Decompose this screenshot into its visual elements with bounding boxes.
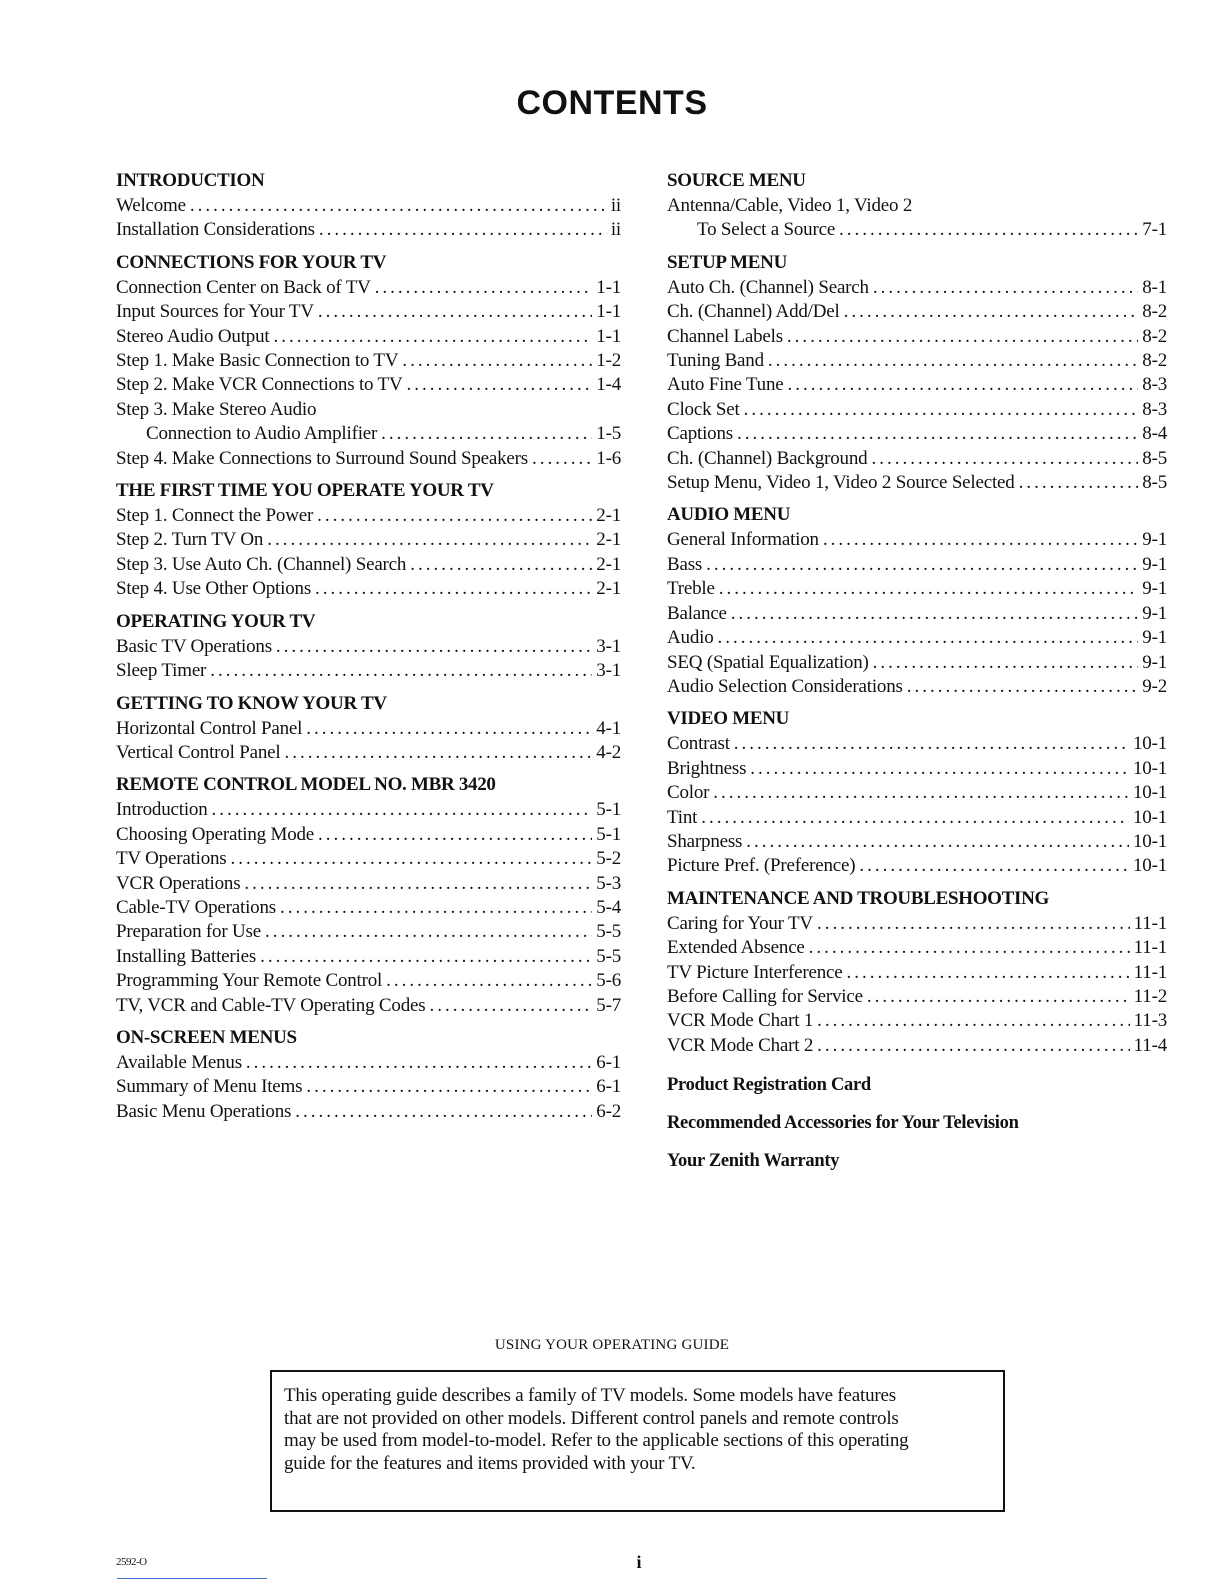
toc-dot-leader [265,920,592,944]
toc-entry-label: SEQ (Spatial Equalization) [667,651,869,673]
toc-entry[interactable] [667,553,1167,577]
toc-entry-page: 9-1 [1142,529,1167,551]
toc-entry[interactable] [667,276,1167,300]
toc-section [116,609,621,684]
toc-entry-page: 5-3 [596,872,621,894]
toc-dot-leader [1019,471,1139,495]
toc-entry-label: Antenna/Cable, Video 1, Video 2 [667,195,913,216]
toc-entry-label: Basic TV Operations [116,635,272,657]
toc-extra-registration[interactable]: Product Registration Card [667,1075,871,1096]
toc-entry-page: 6-1 [596,1076,621,1098]
toc-entry-label: To Select a Source [697,219,836,241]
toc-entry-page: 8-2 [1142,350,1167,372]
toc-dot-leader [744,398,1139,422]
toc-entry-label: Horizontal Control Panel [116,717,303,739]
toc-entry-label: TV Operations [116,848,227,870]
toc-entry[interactable] [116,194,621,218]
toc-entry-page: 5-6 [596,970,621,992]
toc-entry[interactable] [667,218,1167,242]
toc-entry[interactable] [667,961,1167,985]
toc-entry-page: 2-1 [596,505,621,527]
toc-entry-page: 11-2 [1133,985,1167,1007]
toc-entry-page: 5-1 [596,799,621,821]
guide-heading: USING YOUR OPERATING GUIDE [494,1337,730,1353]
toc-section [667,168,1167,243]
footer-rule [117,1578,267,1579]
toc-entry-page: 6-1 [596,1051,621,1073]
toc-entry-page: 1-1 [596,301,621,323]
toc-dot-leader [809,936,1130,960]
toc-section [116,1025,621,1124]
toc-dot-leader [817,1009,1130,1033]
toc-entry[interactable] [667,471,1167,495]
toc-entry[interactable] [667,985,1167,1009]
toc-entry-label: Vertical Control Panel [116,741,281,763]
toc-entry[interactable] [667,854,1167,878]
toc-entry-page: 8-2 [1142,301,1167,323]
toc-entry[interactable] [116,741,621,765]
toc-section-title: ON-SCREEN MENUS [116,1026,297,1048]
toc-entry-label: Step 4. Use Other Options [116,578,312,600]
toc-entry[interactable] [116,504,621,528]
toc-dot-leader [410,553,592,577]
toc-section-title: VIDEO MENU [667,708,790,730]
toc-section-title: SOURCE MENU [667,170,806,191]
toc-entry-label: Caring for Your TV [667,912,813,934]
toc-dot-leader [737,422,1138,446]
toc-entry-label: Channel Labels [667,325,783,347]
toc-entry-label: Ch. (Channel) Add/Del [667,301,840,323]
guide-note-line: This operating guide describes a family of TV models. Some models have features [284,1385,896,1406]
toc-entry-page: 1-1 [596,276,621,298]
toc-entry-label: Installation Considerations [116,219,315,241]
toc-entry[interactable] [116,798,621,822]
toc-right-sections [667,168,1167,1058]
toc-entry[interactable] [667,651,1167,675]
toc-section [667,502,1167,699]
toc-entry-label: Picture Pref. (Preference) [667,855,856,877]
toc-entry-page: 9-1 [1142,553,1167,575]
toc-entry[interactable] [667,373,1167,397]
toc-entry-label: Audio [667,627,714,649]
toc-entry-label: Tuning Band [667,350,764,372]
toc-entry-page: 1-2 [596,350,621,372]
toc-entry-label: Preparation for Use [116,921,261,943]
toc-entry-label: Connection Center on Back of TV [116,276,371,298]
toc-entry[interactable] [116,1100,621,1124]
toc-entry[interactable] [667,447,1167,471]
toc-entry-label: Available Menus [116,1051,242,1073]
toc-entry-label: Sharpness [667,830,743,852]
toc-entry[interactable] [667,1009,1167,1033]
toc-entry-page: 7-1 [1142,219,1167,241]
toc-entry-label: Balance [667,602,727,624]
toc-dot-leader [787,325,1138,349]
toc-section-title: SETUP MENU [667,251,787,273]
toc-entry[interactable] [116,896,621,920]
toc-dot-leader [788,373,1139,397]
toc-section-title: GETTING TO KNOW YOUR TV [116,692,387,714]
toc-dot-leader [284,741,592,765]
toc-section-title: THE FIRST TIME YOU OPERATE YOUR TV [116,480,494,502]
toc-entry[interactable] [116,528,621,552]
toc-entry[interactable] [116,553,621,577]
guide-note-box [270,1370,1005,1512]
toc-entry-label: Installing Batteries [116,945,257,967]
toc-dot-leader [731,602,1138,626]
toc-dot-leader [402,349,592,373]
toc-entry-page: 11-4 [1133,1034,1167,1056]
toc-entry-page: 4-2 [596,741,621,763]
toc-entry-label: Before Calling for Service [667,985,863,1007]
toc-dot-leader [873,651,1139,675]
toc-extra-accessories[interactable]: Recommended Accessories for Your Television [667,1113,1019,1134]
toc-entry-page: 5-5 [596,921,621,943]
toc-dot-leader [701,806,1129,830]
toc-dot-leader [190,194,607,218]
toc-section [116,691,621,766]
toc-dot-leader [306,1075,592,1099]
toc-entry[interactable] [667,422,1167,446]
toc-entry[interactable] [667,912,1167,936]
toc-dot-leader [718,626,1139,650]
toc-entry[interactable] [116,659,621,683]
toc-entry[interactable] [667,626,1167,650]
toc-entry-page: 5-2 [596,848,621,870]
toc-entry[interactable] [667,349,1167,373]
toc-entry-label: Setup Menu, Video 1, Video 2 Source Selected [667,472,1015,494]
toc-entry-page: 8-2 [1142,325,1167,347]
toc-entry-label: Step 2. Make VCR Connections to TV [116,374,403,396]
toc-entry-page: 6-2 [596,1100,621,1122]
toc-right-column [667,162,1167,1180]
toc-entry[interactable] [116,945,621,969]
toc-entry-page: 1-5 [596,423,621,445]
toc-entry[interactable] [116,872,621,896]
toc-entry-page: 11-1 [1133,912,1167,934]
guide-note-line: may be used from model-to-model. Refer to the applicable sections of this operating [284,1430,909,1451]
toc-entry[interactable] [116,920,621,944]
toc-entry[interactable] [667,936,1167,960]
toc-entry[interactable] [667,325,1167,349]
toc-section-title: CONNECTIONS FOR YOUR TV [116,251,387,273]
toc-entry-label: Treble [667,578,715,600]
toc-entry-page: 9-1 [1142,627,1167,649]
toc-entry-label: Cable-TV Operations [116,896,276,918]
toc-entry-label: Basic Menu Operations [116,1100,292,1122]
toc-entry[interactable] [667,1034,1167,1058]
toc-section [116,478,621,602]
toc-dot-leader [859,854,1129,878]
toc-entry[interactable] [116,717,621,741]
toc-entry-page: 10-1 [1132,830,1167,852]
toc-entry[interactable] [116,373,621,397]
toc-section-title: OPERATING YOUR TV [116,610,316,632]
toc-dot-leader [244,872,592,896]
toc-dot-leader [260,945,592,969]
toc-entry[interactable] [116,635,621,659]
toc-entry-label: Summary of Menu Items [116,1076,303,1098]
toc-dot-leader [839,218,1138,242]
toc-section-title: MAINTENANCE AND TROUBLESHOOTING [667,887,1050,909]
toc-dot-leader [746,830,1129,854]
toc-entry-page: 3-1 [596,635,621,657]
toc-left-column [116,162,621,1131]
toc-entry-label: Step 3. Make Stereo Audio [116,398,317,420]
toc-entry[interactable] [667,806,1167,830]
toc-dot-leader [750,757,1129,781]
toc-entry-label: Step 1. Make Basic Connection to TV [116,350,399,372]
toc-section [667,886,1167,1058]
toc-entry[interactable] [667,675,1167,699]
toc-entry[interactable] [116,422,621,446]
toc-entry-label: Welcome [116,195,186,216]
toc-dot-leader [267,528,592,552]
toc-dot-leader [295,1100,592,1124]
toc-entry[interactable] [667,194,1167,218]
toc-entry-label: Stereo Audio Output [116,325,270,347]
toc-entry-label: Sleep Timer [116,660,207,682]
toc-section-title: INTRODUCTION [116,170,265,191]
toc-dot-leader [734,732,1129,756]
toc-dot-leader [212,798,593,822]
toc-entry-page: 5-7 [596,994,621,1016]
toc-dot-leader [317,504,592,528]
toc-entry[interactable] [667,577,1167,601]
toc-entry[interactable] [667,398,1167,422]
toc-entry[interactable] [116,325,621,349]
toc-entry-label: Clock Set [667,398,740,420]
toc-entry-page: 9-1 [1142,602,1167,624]
toc-entry-label: Bass [667,553,703,575]
toc-entry-label: Audio Selection Considerations [667,675,903,697]
toc-entry-label: Input Sources for Your TV [116,301,314,323]
toc-entry-label: General Information [667,529,819,551]
toc-entry-label: Step 1. Connect the Power [116,505,314,527]
toc-dot-leader [231,847,593,871]
toc-entry-label: Extended Absence [667,937,805,959]
toc-entry-page: 2-1 [596,529,621,551]
toc-entry-page: 5-5 [596,945,621,967]
toc-entry-page: 4-1 [596,717,621,739]
toc-entry[interactable] [667,732,1167,756]
toc-dot-leader [318,300,592,324]
toc-dot-leader [713,781,1129,805]
toc-entry-label: VCR Operations [116,872,241,894]
toc-entry[interactable] [667,830,1167,854]
toc-entry-page: 5-4 [596,896,621,918]
toc-dot-leader [315,577,592,601]
toc-dot-leader [386,969,592,993]
toc-section-title: REMOTE CONTROL MODEL NO. MBR 3420 [116,774,496,796]
toc-entry-label: Programming Your Remote Control [116,970,383,992]
toc-entry[interactable] [116,1075,621,1099]
toc-entry-page: 10-1 [1132,757,1167,779]
document-code: 2592-O [116,1556,147,1568]
toc-dot-leader [846,961,1129,985]
toc-dot-leader [823,528,1138,552]
toc-entry[interactable] [116,994,621,1018]
toc-entry-label: VCR Mode Chart 1 [667,1010,814,1032]
toc-dot-leader [319,218,607,242]
toc-section [116,250,621,471]
toc-dot-leader [429,994,592,1018]
toc-entry-page: 10-1 [1132,733,1167,755]
toc-entry[interactable] [116,823,621,847]
toc-entry-label: Tint [667,806,698,828]
toc-section-title: AUDIO MENU [667,504,791,526]
toc-entry-page: 1-1 [596,325,621,347]
toc-section [667,250,1167,496]
toc-entry-page: 9-2 [1142,675,1167,697]
toc-entry-label: TV Picture Interference [667,961,843,983]
toc-dot-leader [280,896,592,920]
toc-section [116,168,621,243]
toc-entry-page: 10-1 [1132,782,1167,804]
toc-dot-leader [873,276,1138,300]
toc-dot-leader [867,985,1130,1009]
page-title: CONTENTS [516,84,708,122]
toc-dot-leader [276,635,592,659]
toc-entry-page: 8-3 [1142,398,1167,420]
toc-entry-page: 11-3 [1133,1010,1167,1032]
toc-dot-leader [381,422,592,446]
toc-entry-label: Captions [667,423,733,445]
toc-entry-label: Step 3. Use Auto Ch. (Channel) Search [116,553,407,575]
toc-entry-label: Ch. (Channel) Background [667,447,868,469]
toc-entry-page: 11-1 [1133,961,1167,983]
toc-entry[interactable] [116,300,621,324]
toc-extras [667,1066,1167,1180]
toc-dot-leader [706,553,1138,577]
toc-dot-leader [768,349,1138,373]
toc-extra-warranty[interactable]: Your Zenith Warranty [667,1151,840,1172]
toc-entry[interactable] [116,969,621,993]
guide-note-line: that are not provided on other models. Different control panels and remote controls [284,1407,899,1429]
toc-entry-label: Brightness [667,757,747,779]
toc-dot-leader [532,447,592,471]
toc-dot-leader [817,912,1130,936]
toc-entry[interactable] [667,757,1167,781]
toc-entry-label: Step 2. Turn TV On [116,529,264,551]
toc-dot-leader [246,1051,592,1075]
toc-entry-page: 1-6 [596,447,621,469]
toc-entry-label: Step 4. Make Connections to Surround Sound Speakers [116,447,528,469]
toc-entry[interactable] [667,602,1167,626]
toc-entry[interactable] [116,398,621,422]
toc-section [116,772,621,1018]
toc-entry-page: 11-1 [1133,937,1167,959]
toc-entry-page: 9-1 [1142,651,1167,673]
toc-entry-page: 8-5 [1142,472,1167,494]
page-number: i [636,1552,642,1572]
toc-entry-page: 2-1 [596,553,621,575]
toc-entry-label: Auto Fine Tune [667,374,784,396]
toc-entry-page: 10-1 [1132,855,1167,877]
toc-entry-page: 9-1 [1142,578,1167,600]
toc-entry[interactable] [116,349,621,373]
toc-dot-leader [817,1034,1130,1058]
toc-entry[interactable] [667,528,1167,552]
toc-entry-label: Introduction [116,799,208,821]
toc-entry[interactable] [116,447,621,471]
toc-dot-leader [719,577,1139,601]
toc-dot-leader [907,675,1139,699]
toc-entry[interactable] [116,847,621,871]
toc-dot-leader [844,300,1139,324]
toc-dot-leader [306,717,592,741]
toc-entry-label: Connection to Audio Amplifier [146,423,378,445]
toc-dot-leader [871,447,1138,471]
toc-dot-leader [273,325,592,349]
toc-entry[interactable] [116,577,621,601]
toc-entry-label: Auto Ch. (Channel) Search [667,276,869,298]
toc-dot-leader [210,659,592,683]
toc-entry-page: 10-1 [1132,806,1167,828]
toc-entry-label: VCR Mode Chart 2 [667,1034,814,1056]
toc-entry-label: TV, VCR and Cable-TV Operating Codes [116,994,426,1016]
toc-entry-label: Choosing Operating Mode [116,823,315,845]
toc-entry-page: 8-3 [1142,374,1167,396]
toc-entry-page: 2-1 [596,578,621,600]
toc-entry-page: 8-5 [1142,447,1167,469]
toc-entry-page: ii [610,219,621,241]
toc-entry[interactable] [667,781,1167,805]
toc-entry-page: ii [610,195,621,216]
toc-dot-leader [406,373,592,397]
toc-entry[interactable] [667,300,1167,324]
toc-entry-label: Contrast [667,733,730,755]
toc-dot-leader [318,823,592,847]
toc-entry-page: 5-1 [596,823,621,845]
toc-entry-page: 3-1 [596,660,621,682]
toc-dot-leader [375,276,593,300]
guide-note-line: guide for the features and items provided with your TV. [284,1452,696,1474]
toc-entry[interactable] [116,1051,621,1075]
toc-entry-label: Color [667,782,710,804]
toc-entry-page: 8-4 [1142,423,1167,445]
toc-section [667,706,1167,878]
toc-entry[interactable] [116,218,621,242]
toc-entry-page: 1-4 [596,374,621,396]
toc-entry-page: 8-1 [1142,276,1167,298]
toc-entry[interactable] [116,276,621,300]
